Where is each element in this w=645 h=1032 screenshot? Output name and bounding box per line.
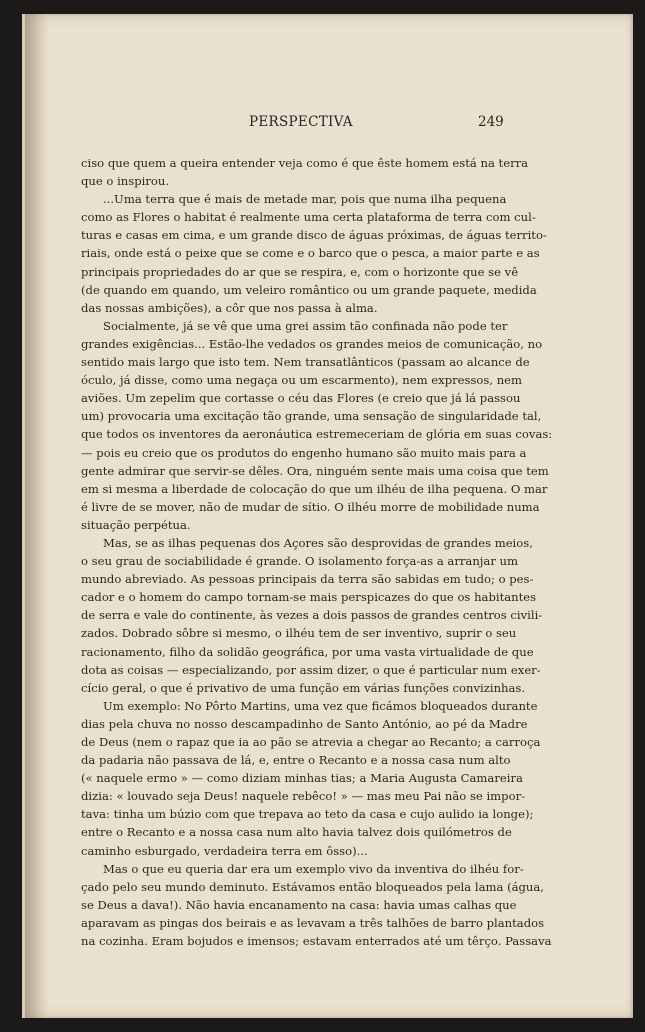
text-line: como as Flores o habitat é realmente uma certa plataforma de terra com cul- <box>81 210 536 225</box>
text-line: das nossas ambições), a côr que nos passa à alma. <box>81 300 378 315</box>
text-line: em si mesma a liberdade de colocação do que um ilhéu de ilha pequena. O mar <box>81 481 548 496</box>
text-line: um) provocaria uma excitação tão grande, uma sensação de singularidade tal, <box>81 409 542 424</box>
text-line: se Deus a dava!). Não havia encanamento na casa: havia umas calhas que <box>81 897 517 912</box>
text-line: de serra e vale do continente, às vezes a dois passos de grandes centros civili- <box>81 608 543 623</box>
running-title: PERSPECTIVA <box>249 114 353 130</box>
text-line: principais propriedades do ar que se respira, e, com o horizonte que se vê <box>81 264 519 279</box>
text-line: entre o Recanto e a nossa casa num alto havia talvez dois quilómetros de <box>81 825 512 840</box>
text-line: ciso que quem a queira entender veja como é que êste homem está na terra <box>81 156 529 170</box>
text-line: caminho esburgado, verdadeira terra em ôsso)... <box>81 843 368 858</box>
text-line: situação perpétua. <box>81 517 191 532</box>
text-line: Mas, se as ilhas pequenas dos Açores são desprovidas de grandes meios, <box>103 535 533 550</box>
text-line: racionamento, filho da solidão geográfica, por uma vasta virtualidade de que <box>81 644 534 659</box>
text-line: cício geral, o que é privativo de uma função em várias funções convizinhas. <box>81 680 526 695</box>
text-line: Um exemplo: No Pôrto Martins, uma vez que ficámos bloqueados durante <box>103 698 538 713</box>
text-line: dias pela chuva no nosso descampadinho de Santo António, ao pé da Madre <box>81 716 528 731</box>
text-line: é livre de se mover, não de mudar de sítio. O ilhéu morre de mobilidade numa <box>81 499 540 514</box>
text-line: turas e casas em cima, e um grande disco de águas próximas, de águas territo- <box>81 228 547 243</box>
text-line: tava: tinha um búzio com que trepava ao teto da casa e cujo aulido ia longe); <box>81 807 534 822</box>
text-line: riais, onde está o peixe que se come e o barco que o pesca, a maior parte e as <box>81 246 540 261</box>
book-page <box>22 14 633 1018</box>
text-line: Mas o que eu queria dar era um exemplo vivo da inventiva do ilhéu for- <box>103 861 524 876</box>
text-line: (de quando em quando, um veleiro romântico ou um grande paquete, medida <box>81 282 537 297</box>
text-line: que todos os inventores da aeronáutica estremeceriam de glória em suas covas: <box>81 427 553 442</box>
spine-shadow <box>25 14 49 1018</box>
text-line: na cozinha. Eram bojudos e imensos; estavam enterrados até um têrço. Passava <box>81 934 552 949</box>
text-line: óculo, já disse, como uma negaça ou um escarmento), nem expressos, nem <box>81 373 523 388</box>
text-line: ...Uma terra que é mais de metade mar, pois que numa ilha pequena <box>103 192 507 207</box>
text-line: sentido mais largo que isto tem. Nem transatlânticos (passam ao alcance de <box>81 355 530 370</box>
page-header <box>25 114 633 134</box>
text-line: grandes exigências... Estão-lhe vedados os grandes meios de comunicação, no <box>81 336 543 351</box>
text-line: dizia: « louvado seja Deus! naquele rebêco! » — mas meu Pai não se impor- <box>81 789 526 804</box>
text-line: gente admirar que servir-se dêles. Ora, ninguém sente mais uma coisa que tem <box>81 463 549 478</box>
text-line: da padaria não passava de lá, e, entre o Recanto e a nossa casa num alto <box>81 753 511 768</box>
text-line: dota as coisas — especializando, por assim dizer, o que é particular num exer- <box>81 662 541 677</box>
text-line: mundo abreviado. As pessoas principais da terra são sabidas em tudo; o pes- <box>81 572 534 587</box>
body-text <box>81 154 553 950</box>
text-line: aparavam as pingas dos beirais e as levavam a três talhões de barro plantados <box>81 915 545 930</box>
text-line: — pois eu creio que os produtos do engenho humano são muito mais para a <box>81 445 527 460</box>
text-line: aviões. Um zepelim que cortasse o céu das Flores (e creio que já lá passou <box>81 391 521 406</box>
text-line: (« naquele ermo » — como diziam minhas tias; a Maria Augusta Camareira <box>81 771 523 786</box>
page-number: 249 <box>478 114 504 130</box>
text-line: zados. Dobrado sôbre si mesmo, o ilhéu tem de ser inventivo, suprir o seu <box>81 626 517 641</box>
text-line: cador e o homem do campo tornam-se mais perspicazes do que os habitantes <box>81 590 537 605</box>
text-line: de Deus (nem o rapaz que ia ao pão se atrevia a chegar ao Recanto; a carroça <box>81 735 541 749</box>
text-line: que o inspirou. <box>81 174 170 189</box>
text-line: çado pelo seu mundo deminuto. Estávamos então bloqueados pela lama (água, <box>81 879 544 894</box>
text-line: o seu grau de sociabilidade é grande. O isolamento força-as a arranjar um <box>81 554 519 569</box>
text-line: Socialmente, já se vê que uma grei assim tão confinada não pode ter <box>103 318 508 333</box>
